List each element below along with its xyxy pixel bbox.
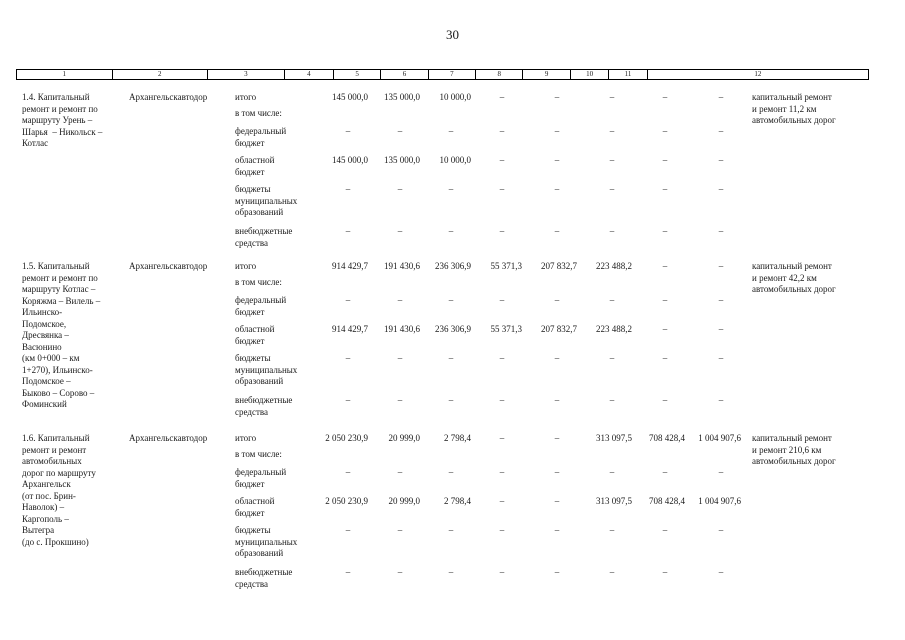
result: капитальный ремонт и ремонт 210,6 км автомобильных дорог	[752, 433, 836, 466]
value-cell: –	[662, 467, 668, 477]
value-cell: –	[397, 395, 403, 405]
header-cell-9: 9	[523, 70, 570, 79]
value-cell: –	[397, 467, 403, 477]
value-cell: –	[662, 226, 668, 236]
value-cell: –	[609, 567, 615, 577]
value-cell: 55 371,3	[490, 261, 522, 271]
value-cell: –	[609, 226, 615, 236]
value-cell: –	[662, 126, 668, 136]
value-cell: 223 488,2	[596, 261, 632, 271]
value-cell: 2 050 230,9	[325, 433, 368, 443]
value-cell: –	[499, 567, 505, 577]
value-cell: 55 371,3	[490, 324, 522, 334]
value-cell: 20 999,0	[388, 496, 420, 506]
value-cell: –	[718, 525, 724, 535]
value-cell: –	[397, 353, 403, 363]
value-cell: –	[609, 184, 615, 194]
funding-source-municipal: бюджеты муниципальных образований	[235, 525, 298, 558]
value-cell: –	[718, 324, 724, 334]
page-number: 30	[446, 27, 459, 42]
value-cell: –	[554, 126, 560, 136]
value-cell: –	[609, 295, 615, 305]
funding-source-federal: федеральный бюджет	[235, 126, 287, 148]
value-cell: –	[554, 567, 560, 577]
value-cell: –	[499, 155, 505, 165]
value-cell: –	[662, 184, 668, 194]
value-cell: –	[554, 295, 560, 305]
funding-source-including: в том числе:	[235, 449, 282, 459]
value-cell: –	[554, 467, 560, 477]
value-cell: –	[662, 395, 668, 405]
header-cell-1: 1	[17, 70, 113, 79]
header-cell-2: 2	[113, 70, 209, 79]
funding-source-total: итого	[235, 261, 257, 271]
value-cell: –	[609, 353, 615, 363]
value-cell: 914 429,7	[332, 324, 368, 334]
item-name: 1.5. Капитальный ремонт и ремонт по маршруту Котлас – Коряжма – Вилель – Ильинско- Подомское, Дресвянка – Васюнино (км 0+000 – км 1+270), Ильинско- Подомское – Быково – Сорово – Фоминский	[22, 261, 101, 409]
funding-source-municipal: бюджеты муниципальных образований	[235, 353, 298, 386]
item-name: 1.4. Капитальный ремонт и ремонт по маршруту Урень – Шарья – Никольск – Котлас	[22, 92, 103, 148]
value-cell: 135 000,0	[384, 92, 420, 102]
value-cell: –	[345, 226, 351, 236]
value-cell: –	[499, 295, 505, 305]
header-cell-7: 7	[429, 70, 476, 79]
value-cell: –	[662, 324, 668, 334]
value-cell: –	[718, 184, 724, 194]
value-cell: 1 004 907,6	[698, 433, 741, 443]
value-cell: 207 832,7	[541, 324, 577, 334]
value-cell: 708 428,4	[649, 496, 685, 506]
value-cell: –	[718, 295, 724, 305]
funding-source-including: в том числе:	[235, 277, 282, 287]
funding-source-regional: областной бюджет	[235, 496, 275, 518]
value-cell: –	[554, 353, 560, 363]
value-cell: –	[397, 567, 403, 577]
value-cell: –	[609, 92, 615, 102]
value-cell: –	[662, 261, 668, 271]
value-cell: –	[448, 184, 454, 194]
value-cell: –	[397, 126, 403, 136]
value-cell: –	[499, 226, 505, 236]
value-cell: 10 000,0	[439, 92, 471, 102]
header-cell-3: 3	[208, 70, 285, 79]
value-cell: –	[499, 92, 505, 102]
value-cell: –	[554, 155, 560, 165]
value-cell: –	[662, 567, 668, 577]
funding-source-extrabudget: внебюджетные средства	[235, 395, 293, 417]
value-cell: 1 004 907,6	[698, 496, 741, 506]
value-cell: –	[718, 126, 724, 136]
value-cell: –	[345, 467, 351, 477]
value-cell: 191 430,6	[384, 324, 420, 334]
value-cell: –	[397, 295, 403, 305]
value-cell: –	[448, 567, 454, 577]
result: капитальный ремонт и ремонт 11,2 км автомобильных дорог	[752, 92, 836, 125]
funding-source-federal: федеральный бюджет	[235, 467, 287, 489]
value-cell: 20 999,0	[388, 433, 420, 443]
table-column-numbers	[16, 69, 869, 80]
value-cell: 145 000,0	[332, 155, 368, 165]
value-cell: –	[499, 496, 505, 506]
executor: Архангельскавтодор	[129, 92, 208, 102]
value-cell: –	[345, 353, 351, 363]
value-cell: –	[662, 353, 668, 363]
value-cell: –	[397, 525, 403, 535]
value-cell: –	[718, 395, 724, 405]
value-cell: –	[718, 261, 724, 271]
header-cell-8: 8	[476, 70, 523, 79]
value-cell: –	[718, 226, 724, 236]
value-cell: 223 488,2	[596, 324, 632, 334]
value-cell: –	[718, 155, 724, 165]
value-cell: –	[499, 353, 505, 363]
value-cell: –	[499, 395, 505, 405]
value-cell: –	[718, 467, 724, 477]
header-cell-10: 10	[571, 70, 609, 79]
funding-source-total: итого	[235, 92, 257, 102]
value-cell: –	[554, 184, 560, 194]
value-cell: –	[554, 496, 560, 506]
value-cell: –	[662, 92, 668, 102]
value-cell: –	[345, 567, 351, 577]
funding-source-regional: областной бюджет	[235, 155, 275, 177]
value-cell: –	[345, 126, 351, 136]
value-cell: –	[499, 184, 505, 194]
executor: Архангельскавтодор	[129, 433, 208, 443]
value-cell: 236 306,9	[435, 261, 471, 271]
value-cell: –	[448, 353, 454, 363]
value-cell: 207 832,7	[541, 261, 577, 271]
value-cell: –	[609, 126, 615, 136]
value-cell: 2 798,4	[444, 496, 471, 506]
value-cell: –	[397, 226, 403, 236]
value-cell: 2 050 230,9	[325, 496, 368, 506]
funding-source-extrabudget: внебюджетные средства	[235, 567, 293, 589]
funding-source-total: итого	[235, 433, 257, 443]
header-cell-4: 4	[285, 70, 334, 79]
executor: Архангельскавтодор	[129, 261, 208, 271]
value-cell: –	[499, 525, 505, 535]
value-cell: 914 429,7	[332, 261, 368, 271]
funding-source-including: в том числе:	[235, 108, 282, 118]
value-cell: –	[345, 525, 351, 535]
value-cell: –	[609, 525, 615, 535]
value-cell: –	[554, 525, 560, 535]
value-cell: –	[448, 395, 454, 405]
value-cell: 2 798,4	[444, 433, 471, 443]
value-cell: –	[397, 184, 403, 194]
value-cell: –	[554, 395, 560, 405]
value-cell: –	[499, 433, 505, 443]
funding-source-extrabudget: внебюджетные средства	[235, 226, 293, 248]
funding-source-federal: федеральный бюджет	[235, 295, 287, 317]
value-cell: 236 306,9	[435, 324, 471, 334]
header-cell-6: 6	[381, 70, 428, 79]
value-cell: –	[662, 295, 668, 305]
value-cell: –	[662, 155, 668, 165]
item-name: 1.6. Капитальный ремонт и ремонт автомобильных дорог по маршруту Архангельск (от пос. Брин- Наволок) – Каргополь – Вытегра (до с. Прокшино)	[22, 433, 96, 547]
value-cell: –	[448, 226, 454, 236]
header-cell-5: 5	[334, 70, 381, 79]
value-cell: –	[448, 295, 454, 305]
value-cell: –	[718, 567, 724, 577]
value-cell: –	[609, 467, 615, 477]
value-cell: –	[345, 395, 351, 405]
value-cell: 191 430,6	[384, 261, 420, 271]
value-cell: 10 000,0	[439, 155, 471, 165]
value-cell: –	[345, 295, 351, 305]
value-cell: 135 000,0	[384, 155, 420, 165]
value-cell: –	[554, 226, 560, 236]
value-cell: 313 097,5	[596, 433, 632, 443]
result: капитальный ремонт и ремонт 42,2 км автомобильных дорог	[752, 261, 836, 294]
value-cell: 145 000,0	[332, 92, 368, 102]
value-cell: –	[499, 467, 505, 477]
header-cell-12: 12	[754, 70, 762, 78]
funding-source-municipal: бюджеты муниципальных образований	[235, 184, 298, 217]
value-cell: –	[448, 467, 454, 477]
funding-source-regional: областной бюджет	[235, 324, 275, 346]
value-cell: –	[718, 353, 724, 363]
value-cell: 313 097,5	[596, 496, 632, 506]
value-cell: –	[718, 92, 724, 102]
value-cell: –	[448, 126, 454, 136]
value-cell: –	[345, 184, 351, 194]
value-cell: –	[554, 433, 560, 443]
value-cell: –	[609, 155, 615, 165]
value-cell: –	[448, 525, 454, 535]
header-cell-11: 11	[609, 70, 647, 79]
value-cell: –	[499, 126, 505, 136]
value-cell: –	[609, 395, 615, 405]
value-cell: 708 428,4	[649, 433, 685, 443]
value-cell: –	[554, 92, 560, 102]
value-cell: –	[662, 525, 668, 535]
